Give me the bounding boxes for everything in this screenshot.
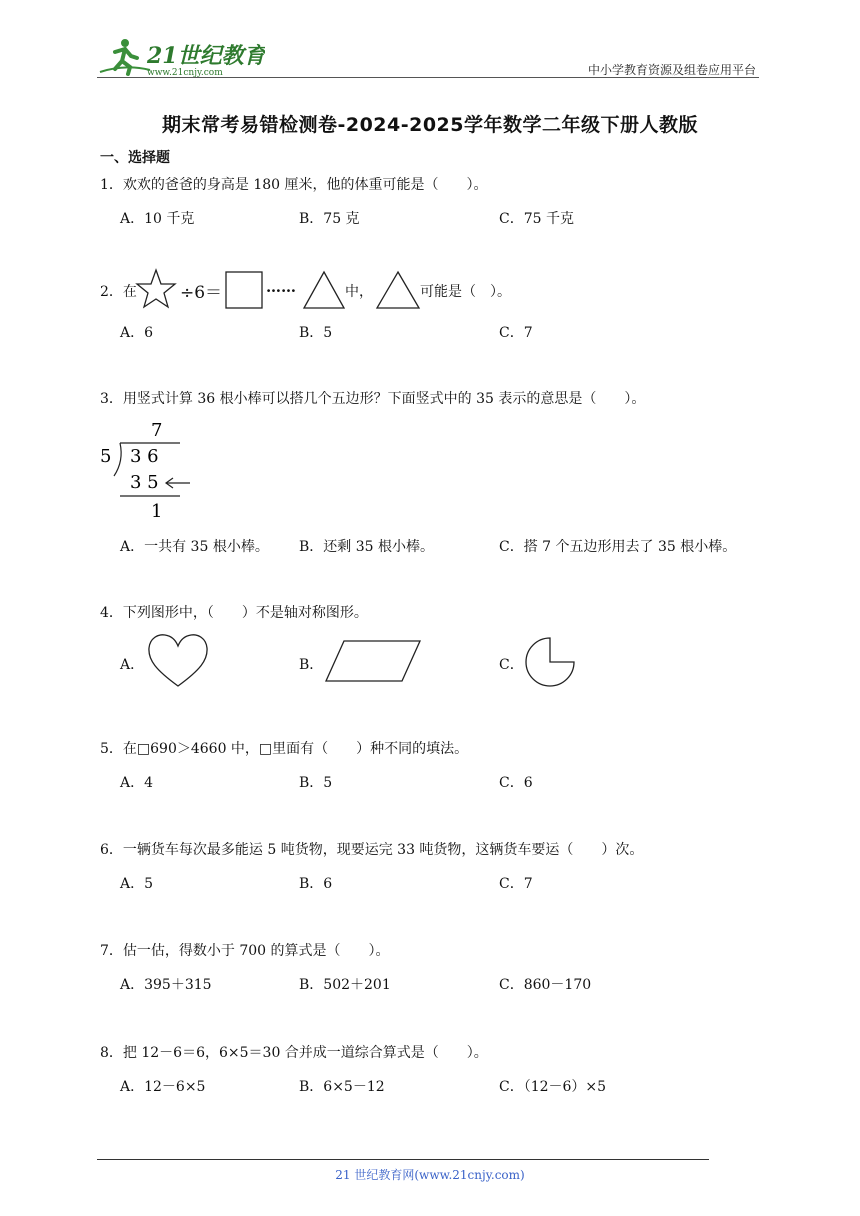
q2-option-c: C．7 <box>499 325 533 341</box>
question-8: 8．把 12－6＝6，6×5＝30 合并成一道综合算式是（ ）。 <box>100 1045 488 1061</box>
q3-option-c: C．搭 7 个五边形用去了 35 根小棒。 <box>499 539 737 555</box>
q2-dots: …… <box>266 278 296 296</box>
parallelogram-icon <box>324 638 424 684</box>
footer-link[interactable]: 21 世纪教育网(www.21cnjy.com) <box>335 1168 525 1182</box>
svg-text:www.21cnjy.com: www.21cnjy.com <box>147 68 223 78</box>
product: 3 5 <box>130 472 159 493</box>
question-2 <box>100 266 660 316</box>
q8-option-a: A．12－6×5 <box>120 1079 206 1095</box>
q7-option-c: C．860－170 <box>499 977 592 993</box>
question-6: 6．一辆货车每次最多能运 5 吨货物，现要运完 33 吨货物，这辆货车要运（ ）次。 <box>100 842 644 858</box>
triangle-icon <box>302 270 346 310</box>
q2-division-text: ÷6＝ <box>180 283 223 303</box>
q4-option-c: C． <box>499 657 524 673</box>
q1-option-a: A．10 千克 <box>120 211 195 227</box>
question-3: 3．用竖式计算 36 根小棒可以搭几个五边形？下面竖式中的 35 表示的意思是（ ）。 <box>100 391 646 407</box>
quotient: 7 <box>151 420 163 441</box>
dividend: 3 6 <box>130 446 159 467</box>
question-7: 7．估一估，得数小于 700 的算式是（ ）。 <box>100 943 390 959</box>
q2-prefix: 2．在 <box>100 284 137 300</box>
q2-option-a: A．6 <box>120 325 154 341</box>
question-1: 1．欢欢的爸爸的身高是 180 厘米，他的体重可能是（ ）。 <box>100 177 488 193</box>
q6-option-a: A．5 <box>120 876 154 892</box>
q6-option-c: C．7 <box>499 876 533 892</box>
q7-option-b: B．502＋201 <box>299 977 391 993</box>
q2-suffix: 可能是（ ）。 <box>420 284 511 300</box>
divisor: 5 <box>100 446 112 467</box>
square-icon <box>225 271 263 309</box>
question-4: 4．下列图形中，（ ）不是轴对称图形。 <box>100 605 368 621</box>
q8-option-c: C．（12－6）×5 <box>499 1079 607 1095</box>
q6-option-b: B．6 <box>299 876 333 892</box>
q4-option-a: A． <box>120 657 145 673</box>
q1-option-b: B．75 克 <box>299 211 360 227</box>
header-divider <box>97 77 759 78</box>
star-icon <box>135 268 177 310</box>
heart-icon <box>146 632 210 690</box>
long-division-figure <box>96 416 206 526</box>
q5-option-a: A．4 <box>120 775 154 791</box>
site-logo <box>95 36 265 78</box>
platform-label: 中小学教育资源及组卷应用平台 <box>587 63 756 77</box>
question-5: 5．在□690＞4660 中，□里面有（ ）种不同的填法。 <box>100 741 469 757</box>
section-heading: 一、选择题 <box>100 150 170 166</box>
q5-option-b: B．5 <box>299 775 333 791</box>
remainder: 1 <box>151 501 163 522</box>
q4-option-b: B． <box>299 657 324 673</box>
three-quarter-circle-icon <box>524 636 576 688</box>
svg-text:21世纪教育: 21世纪教育 <box>147 43 265 69</box>
q3-option-a: A．一共有 35 根小棒。 <box>120 539 269 555</box>
runner-icon <box>100 39 150 74</box>
q5-option-c: C．6 <box>499 775 533 791</box>
q2-mid-text: 中， <box>345 284 373 300</box>
page-title: 期末常考易错检测卷-2024-2025学年数学二年级下册人教版 <box>161 114 699 136</box>
q1-option-c: C．75 千克 <box>499 211 574 227</box>
q7-option-a: A．395＋315 <box>120 977 212 993</box>
q3-option-b: B．还剩 35 根小棒。 <box>299 539 435 555</box>
triangle-icon <box>375 270 421 310</box>
q2-option-b: B．5 <box>299 325 333 341</box>
footer-divider <box>97 1159 709 1160</box>
q8-option-b: B．6×5－12 <box>299 1079 385 1095</box>
